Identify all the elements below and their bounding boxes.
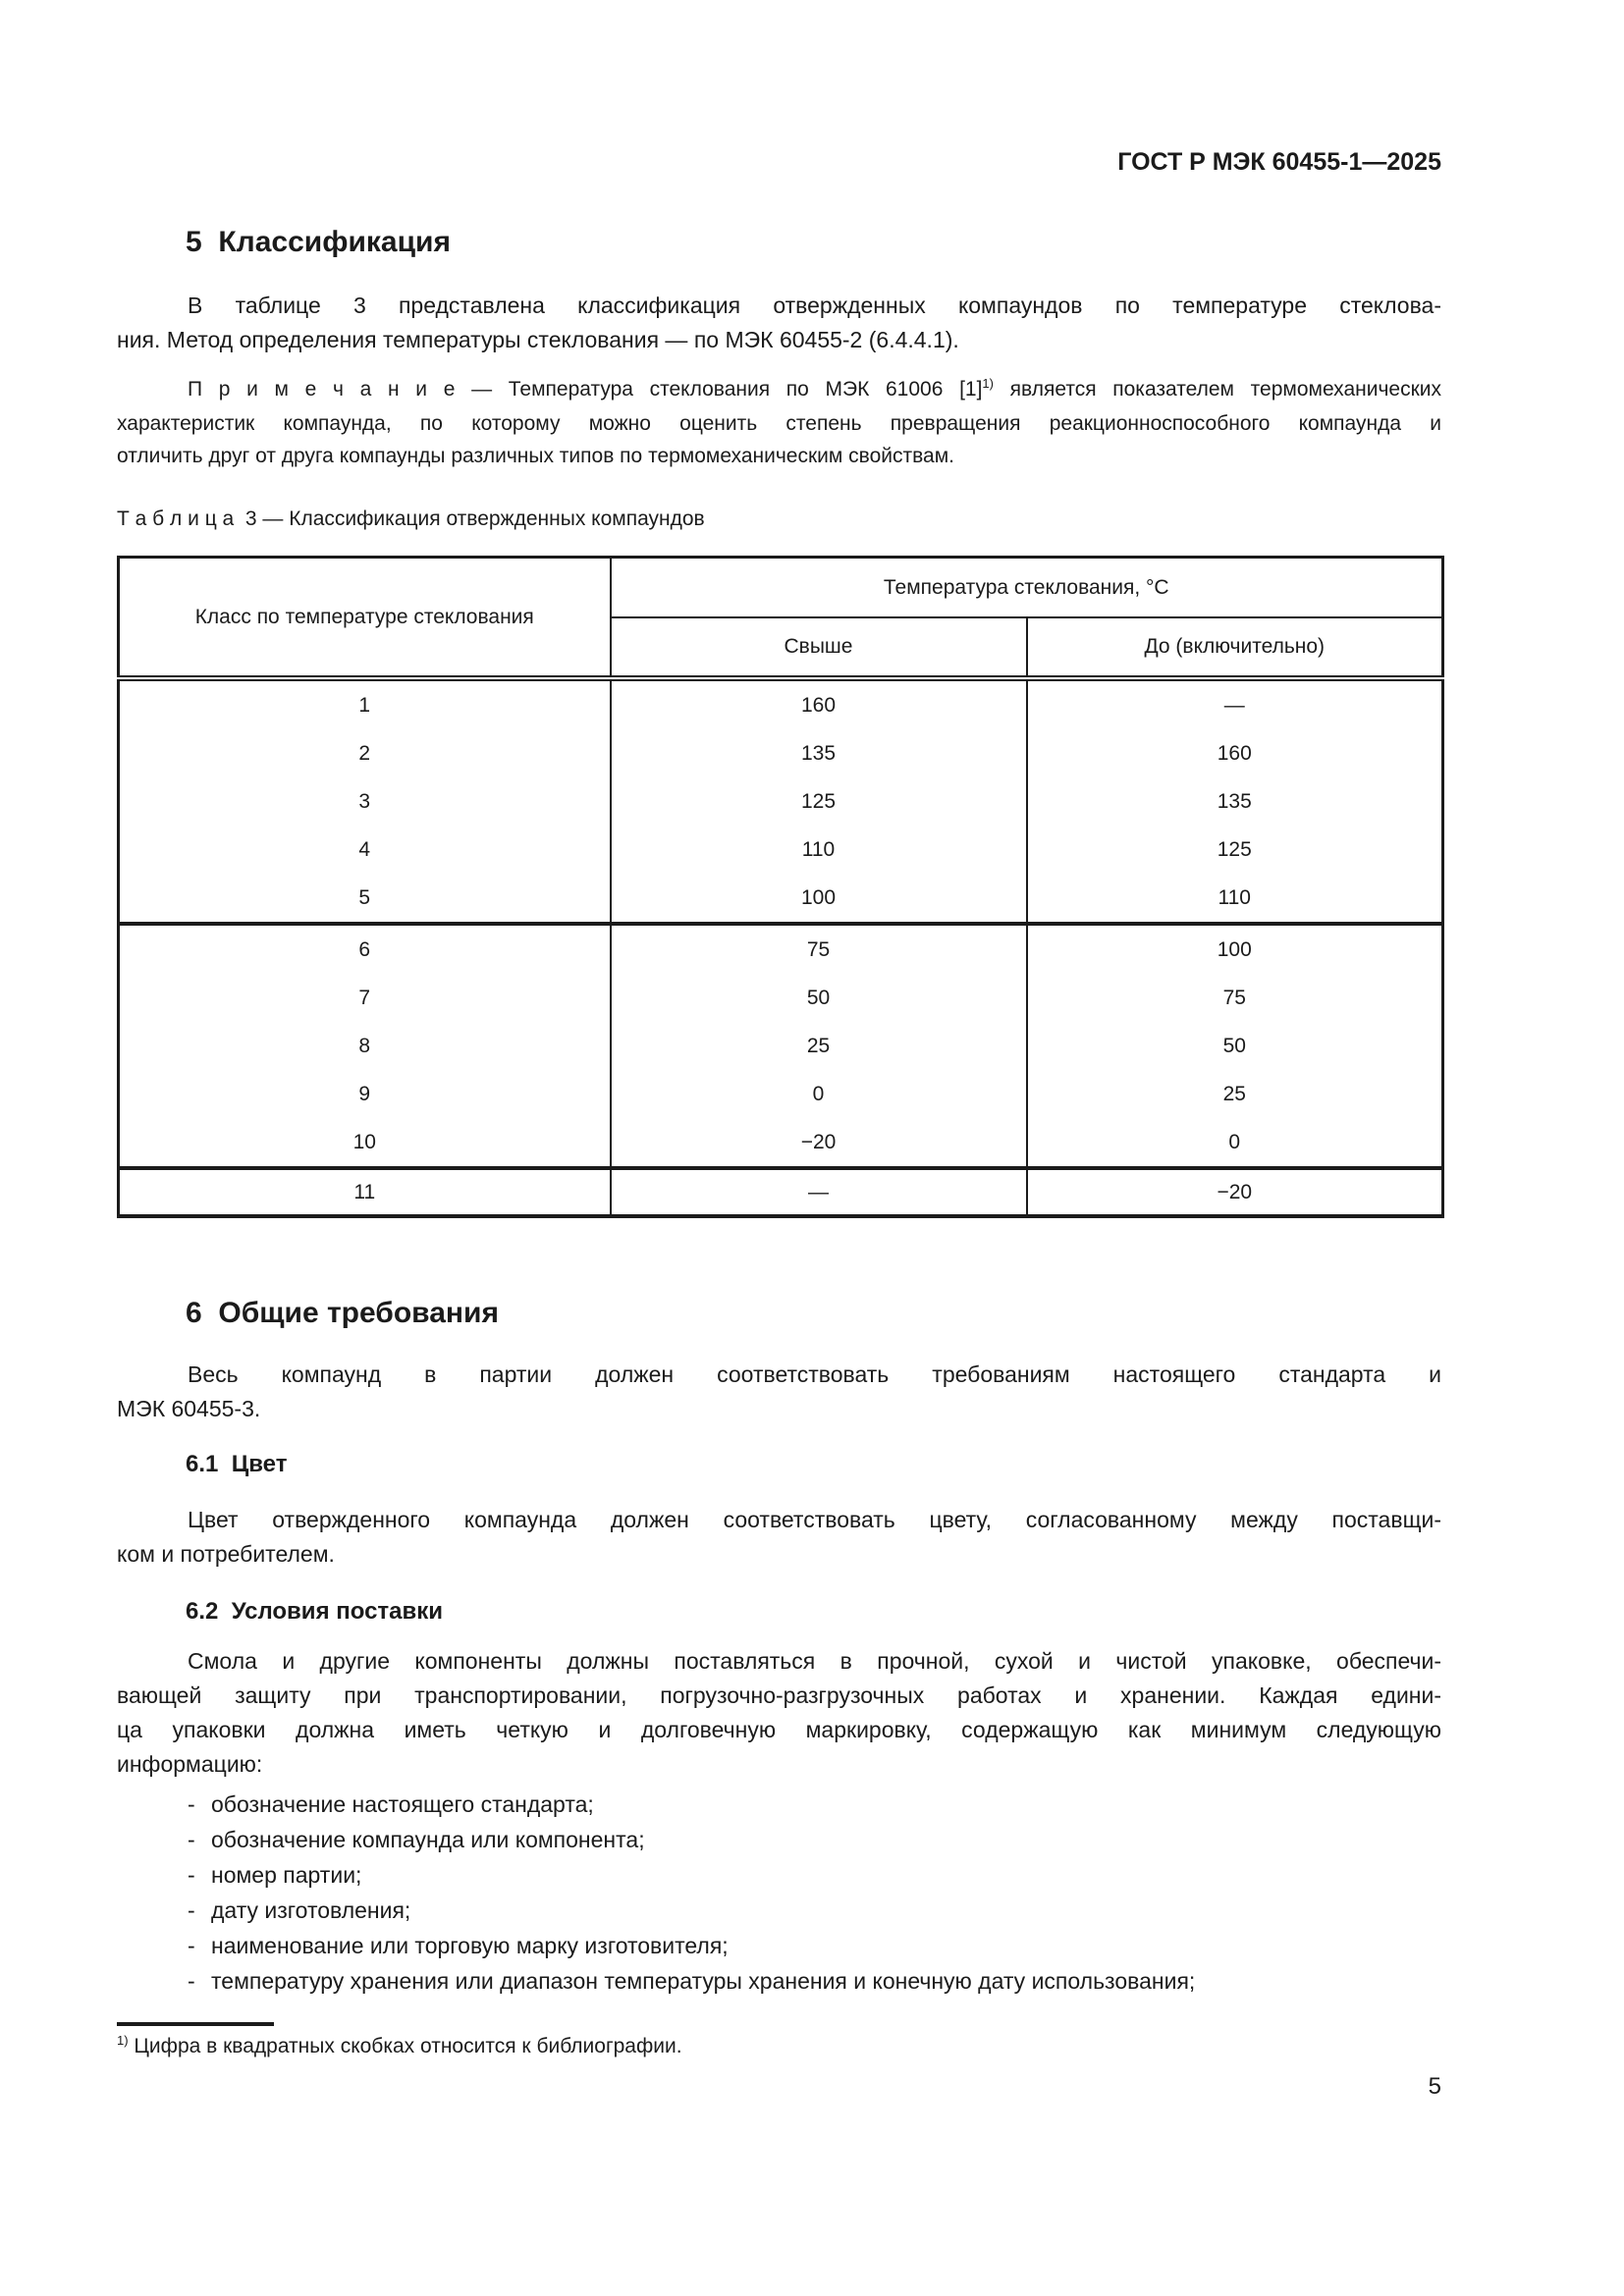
cell-class: 9: [119, 1070, 611, 1118]
paragraph-line: информацию:: [117, 1751, 263, 1777]
paragraph-line: ния. Метод определения температуры стеклования — по МЭК 60455-2 (6.4.4.1).: [117, 327, 959, 352]
section-6-1-heading: 6.1 Цвет: [186, 1451, 288, 1477]
cell-above: 135: [611, 729, 1027, 777]
table-header: [119, 558, 1443, 679]
section-6-2-heading: 6.2 Условия поставки: [186, 1598, 444, 1625]
table-body: [119, 678, 1443, 1216]
dash-marker: -: [188, 1933, 195, 1958]
cell-class: 1: [119, 678, 611, 729]
table-row: [119, 1070, 1443, 1118]
footnote-number-superscript: 1): [117, 2033, 129, 2048]
cell-class: 11: [119, 1168, 611, 1216]
dash-marker: -: [188, 1791, 195, 1817]
cell-class: 8: [119, 1022, 611, 1070]
list-item: [188, 1963, 1441, 1999]
cell-above: 50: [611, 974, 1027, 1022]
section-6-2-paragraph: [117, 1644, 1441, 1782]
footnote-reference-superscript: 1): [982, 376, 994, 391]
paragraph-line: Весь компаунд в партии должен соответствовать требованиям настоящего стандарта и: [188, 1362, 1441, 1387]
page-number: 5: [1428, 2073, 1441, 2100]
cell-above: 25: [611, 1022, 1027, 1070]
cell-up-to: 25: [1222, 1082, 1246, 1105]
paragraph-line: МЭК 60455-3.: [117, 1396, 261, 1421]
dash-marker: -: [188, 1968, 195, 1994]
cell-up-to: —: [1223, 693, 1245, 717]
note-text: является показателем термомеханических: [993, 378, 1441, 400]
table-row: [119, 1118, 1443, 1168]
footnote-divider: [117, 2022, 274, 2026]
paragraph-line: Смола и другие компоненты должны поставляться в прочной, сухой и чистой упаковке, обеспечи-: [188, 1648, 1441, 1674]
list-item-text: обозначение компаунда или компонента;: [211, 1827, 645, 1852]
table-row: [119, 729, 1443, 777]
marking-requirements-list: [117, 1787, 1441, 1999]
note-line: отличить друг от друга компаунды различных типов по термомеханическим свойствам.: [117, 445, 954, 467]
table-row: [119, 974, 1443, 1022]
cell-class: 2: [119, 729, 611, 777]
table-row: [119, 777, 1443, 826]
section-6-paragraph: [117, 1358, 1441, 1426]
list-item-text: номер партии;: [211, 1862, 362, 1888]
cell-above: 100: [611, 874, 1027, 924]
list-item-text: температуру хранения или диапазон температуры хранения и конечную дату использования;: [211, 1968, 1196, 1994]
note-block: [117, 373, 1441, 472]
table-row: [119, 826, 1443, 874]
cell-up-to: 135: [1217, 789, 1252, 813]
classification-table: [117, 556, 1444, 1218]
doc-code-header: ГОСТ Р МЭК 60455-1—2025: [1117, 148, 1441, 176]
note-line: [188, 373, 1441, 407]
table-row: [119, 924, 1443, 974]
dash-marker: -: [188, 1827, 195, 1852]
paragraph-line: В таблице 3 представлена классификация отвержденных компаундов по температуре стеклова-: [188, 293, 1441, 318]
footnote-text: Цифра в квадратных скобках относится к библиографии.: [128, 2035, 682, 2057]
column-header-up-to: До (включительно): [1144, 635, 1326, 658]
paragraph-line: Цвет отвержденного компаунда должен соответствовать цвету, согласованному между поставщи-: [188, 1507, 1441, 1532]
cell-up-to: 110: [1027, 874, 1443, 924]
table-row: [119, 874, 1443, 924]
cell-class: 4: [119, 826, 611, 874]
table-caption: Т а б л и ц а 3 — Классификация отвержденных компаундов: [117, 507, 705, 530]
cell-up-to: −20: [1217, 1180, 1253, 1203]
cell-up-to: 160: [1217, 741, 1252, 765]
list-item-text: обозначение настоящего стандарта;: [211, 1791, 594, 1817]
section-5-paragraph: [117, 289, 1441, 357]
section-6-1-paragraph: [117, 1503, 1441, 1572]
note-text: П р и м е ч а н и е — Температура стеклования по МЭК 61006 [1]: [188, 378, 983, 400]
cell-up-to: 125: [1217, 837, 1252, 861]
cell-up-to: 75: [1222, 986, 1246, 1009]
table-row: [119, 1168, 1443, 1216]
cell-class: 6: [119, 924, 611, 974]
footnote: [117, 2032, 1441, 2063]
cell-above: −20: [611, 1118, 1027, 1168]
list-item-text: дату изготовления;: [211, 1897, 411, 1923]
cell-class: 5: [119, 874, 611, 924]
column-header-class: Класс по температуре стеклования: [119, 558, 611, 679]
list-item-text: наименование или торговую марку изготовителя;: [211, 1933, 729, 1958]
cell-above: —: [611, 1168, 1027, 1216]
note-line: характеристик компаунда, по которому можно оценить степень превращения реакционноспособного компаунда и: [117, 412, 1441, 435]
table-row: [119, 1022, 1443, 1070]
section-6-heading: 6 Общие требования: [186, 1297, 499, 1329]
cell-class: 10: [119, 1118, 611, 1168]
cell-above: 125: [611, 777, 1027, 826]
list-item: [188, 1822, 1441, 1857]
cell-up-to: 100: [1217, 937, 1252, 961]
dash-marker: -: [188, 1862, 195, 1888]
list-item: [188, 1928, 1441, 1963]
paragraph-line: ца упаковки должна иметь четкую и долговечную маркировку, содержащую как минимум следующую: [117, 1717, 1441, 1742]
cell-class: 3: [119, 777, 611, 826]
section-5-heading: 5 Классификация: [186, 226, 451, 258]
cell-above: 75: [611, 924, 1027, 974]
column-header-above: Свыше: [611, 617, 1027, 678]
cell-above: 160: [611, 678, 1027, 729]
paragraph-line: ком и потребителем.: [117, 1541, 335, 1567]
cell-above: 0: [611, 1070, 1027, 1118]
cell-up-to: 0: [1027, 1118, 1443, 1168]
dash-marker: -: [188, 1897, 195, 1923]
list-item: [188, 1857, 1441, 1893]
cell-up-to: 50: [1222, 1034, 1246, 1057]
paragraph-line: вающей защиту при транспортировании, погрузочно-разгрузочных работах и хранении. Каждая едини-: [117, 1682, 1441, 1708]
list-item: [188, 1893, 1441, 1928]
list-item: [188, 1787, 1441, 1822]
column-group-header-temperature: Температура стеклования, °С: [611, 558, 1443, 618]
cell-class: 7: [119, 974, 611, 1022]
table-row: [119, 678, 1443, 729]
cell-above: 110: [611, 826, 1027, 874]
